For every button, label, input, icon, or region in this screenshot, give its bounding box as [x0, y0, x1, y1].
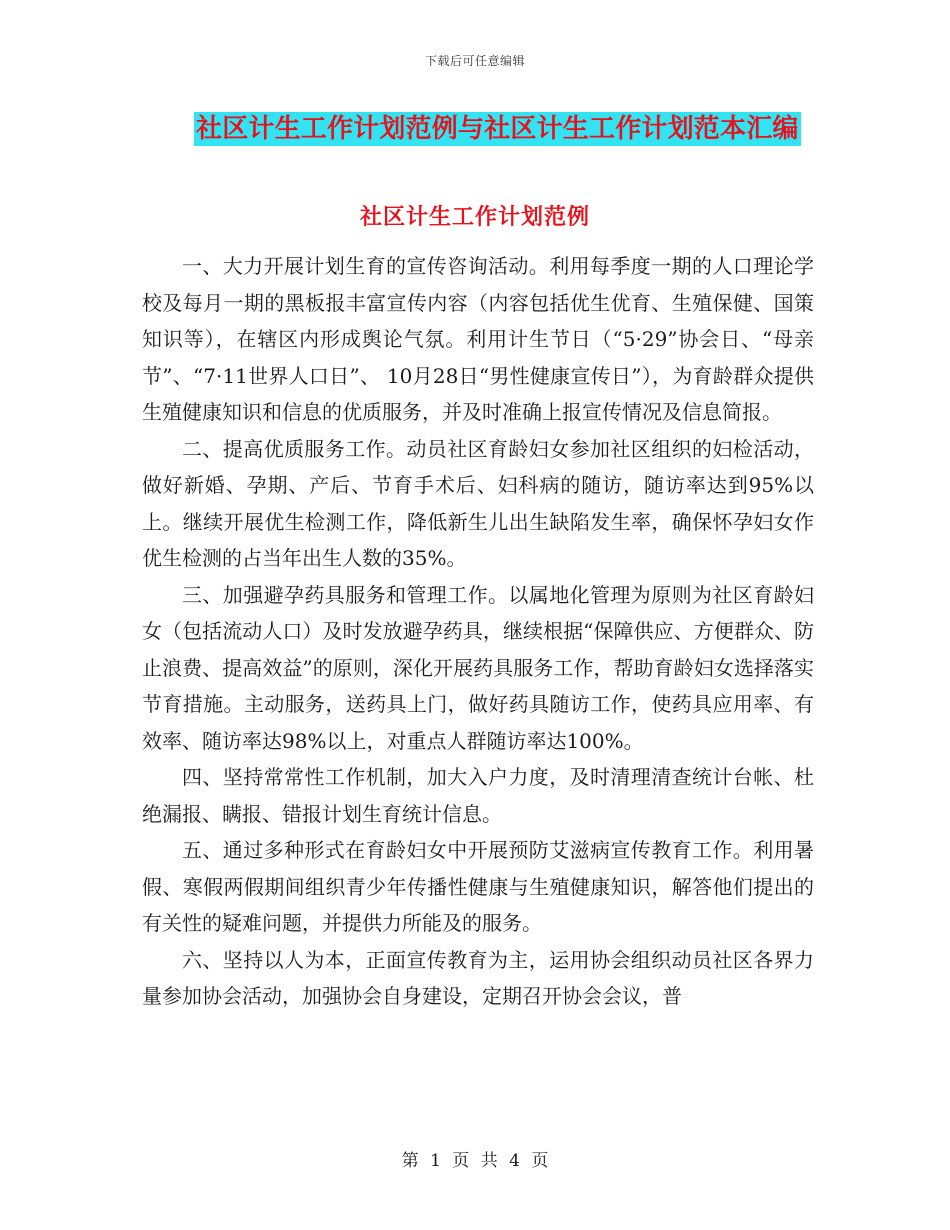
- page-header-note: 下载后可任意编辑: [424, 54, 525, 68]
- paragraph-1: 一、大力开展计划生育的宣传咨询活动。利用每季度一期的人口理论学校及每月一期的黑板报丰富宣传内容（内容包括优生优育、生殖保健、国策知识等），在辖区内形成舆论气氛。利用计生节日（“5·29”协会日、“母亲节”、“7·11世界人口日”、 10月28日“男性健康宣传日”），为育龄群众提供生殖健康知识和信息的优质服务，并及时准确上报宣传情况及信息简报。: [142, 254, 814, 424]
- page-number: 第 1 页 共 4 页: [401, 1151, 549, 1171]
- paragraph-2: 二、提高优质服务工作。动员社区育龄妇女参加社区组织的妇检活动，做好新婚、孕期、产后、节育手术后、妇科病的随访，随访率达到95%以上。继续开展优生检测工作，降低新生儿出生缺陷发生率，确保怀孕妇女作优生检测的占当年出生人数的35%。: [142, 436, 814, 570]
- document-title: 社区计生工作计划范例与社区计生工作计划范本汇编: [196, 114, 799, 144]
- paragraph-3: 三、加强避孕药具服务和管理工作。以属地化管理为原则为社区育龄妇女（包括流动人口）及时发放避孕药具，继续根据“保障供应、方便群众、防止浪费、提高效益”的原则，深化开展药具服务工作，帮助育龄妇女选择落实节育措施。主动服务，送药具上门，做好药具随访工作，使药具应用率、有效率、随访率达98%以上，对重点人群随访率达100%。: [142, 582, 814, 753]
- paragraph-4: 四、坚持常常性工作机制，加大入户力度，及时清理清查统计台帐、杜绝漏报、瞒报、错报计划生育统计信息。: [142, 765, 814, 826]
- document-body: [142, 248, 814, 1015]
- paragraph-6: 六、坚持以人为本，正面宣传教育为主，运用协会组织动员社区各界力量参加协会活动，加强协会自身建设，定期召开协会会议，普: [142, 947, 814, 1008]
- paragraph-5: 五、通过多种形式在育龄妇女中开展预防艾滋病宣传教育工作。利用暑假、寒假两假期间组织青少年传播性健康与生殖健康知识，解答他们提出的有关性的疑难问题，并提供力所能及的服务。: [142, 838, 814, 935]
- section-title: 社区计生工作计划范例: [359, 204, 590, 230]
